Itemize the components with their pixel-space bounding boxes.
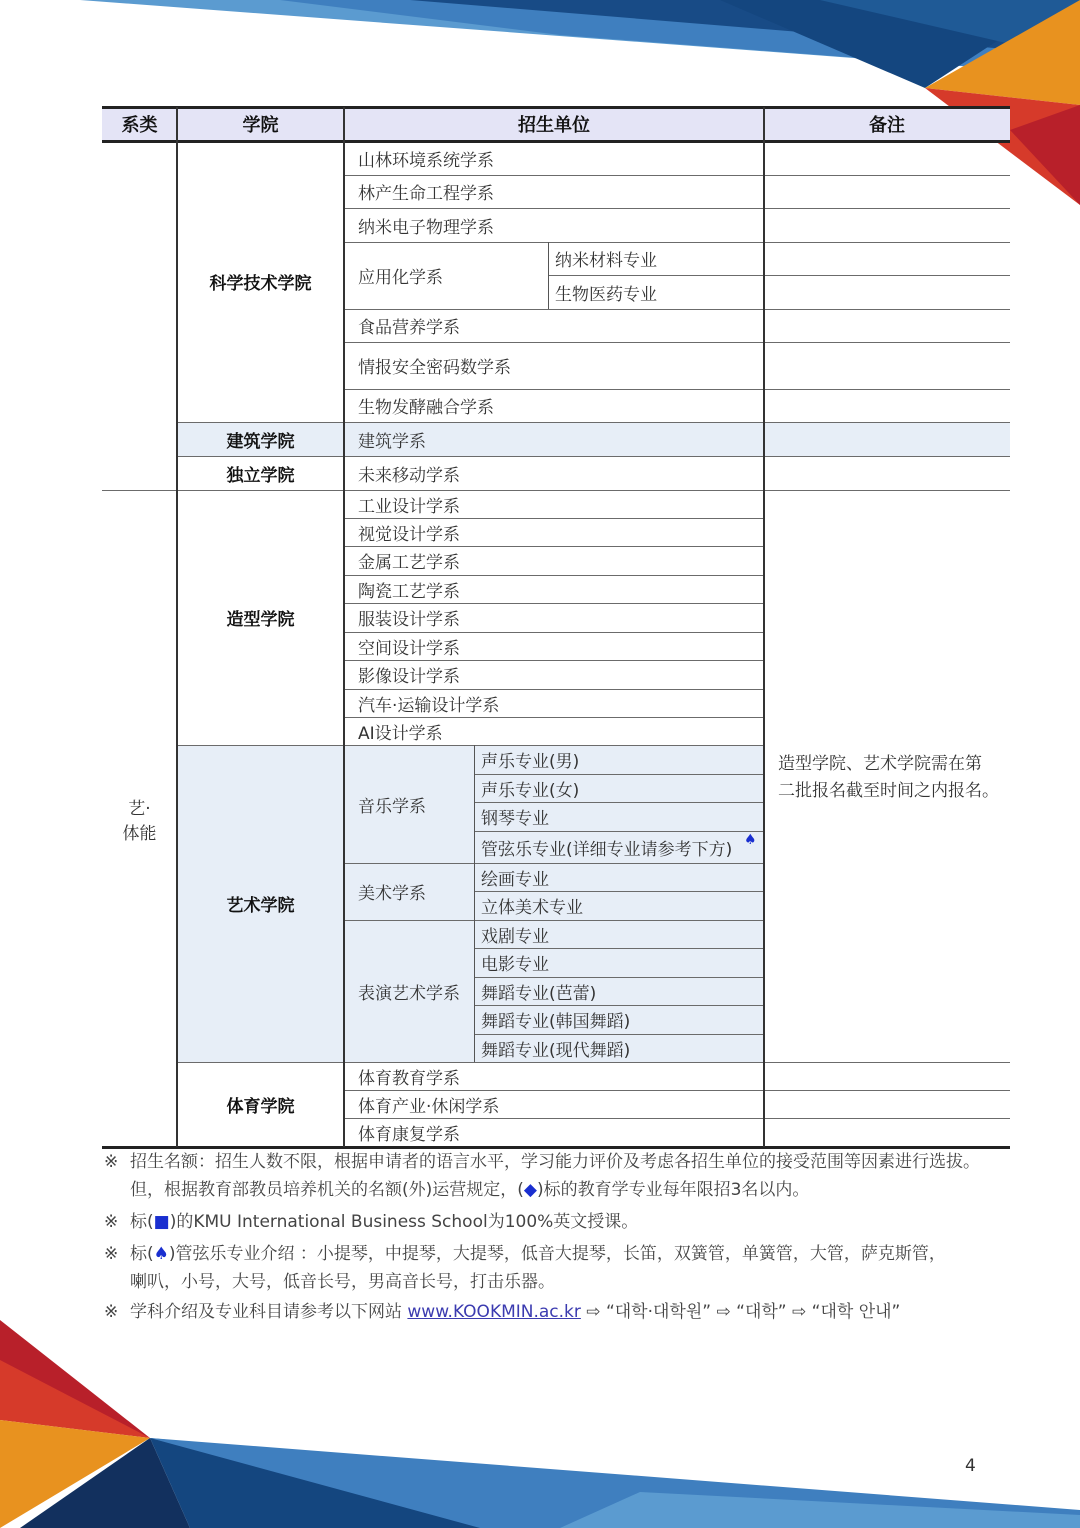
row-divider <box>344 1118 1010 1119</box>
remarks-line1: 造型学院、艺术学院需在第 <box>778 754 982 774</box>
major-item: 舞蹈专业(芭蕾) <box>481 983 597 1004</box>
department-item: 食品营养学系 <box>358 318 460 338</box>
row-divider <box>344 546 764 547</box>
note-text: 学科介绍及专业科目请参考以下网站 <box>130 1302 408 1322</box>
category-line1: 艺· <box>128 798 151 819</box>
note-text: 招生名额：招生人数不限，根据申请者的语言水平，学习能力评价及考虑各招生单位的接受范围等因素进行选拔。 <box>130 1152 980 1172</box>
row-divider <box>344 309 1010 310</box>
row-divider <box>344 689 764 690</box>
row-divider <box>344 389 1010 390</box>
note-text: 喇叭，小号，大号，低音长号，男高音长号，打击乐器。 <box>130 1272 555 1292</box>
department-fine-art: 美术学系 <box>358 884 426 904</box>
note-mark: ※ <box>104 1244 119 1264</box>
row-divider <box>475 774 764 775</box>
department-item: 体育教育学系 <box>358 1068 460 1089</box>
department-item: 未来移动学系 <box>358 465 460 486</box>
note-quota <box>104 1148 980 1176</box>
major-item: 声乐专业(男) <box>481 752 580 772</box>
major-item: 纳米材料专业 <box>555 251 657 271</box>
row-divider <box>475 891 764 892</box>
major-item: 生物医药专业 <box>555 284 657 305</box>
note-mark: ※ <box>104 1152 119 1172</box>
note-orchestra-line2 <box>104 1268 555 1296</box>
department-item: 情报安全密码数学系 <box>358 358 511 378</box>
col-divider <box>548 242 549 309</box>
department-item: 山林环境系统学系 <box>358 150 494 171</box>
department-item: 建筑学系 <box>358 431 426 452</box>
note-mark: ※ <box>104 1212 119 1232</box>
department-item: 体育产业·休闲学系 <box>358 1096 500 1117</box>
major-item: 绘画专业 <box>481 869 549 890</box>
category-line2: 体能 <box>122 823 157 844</box>
header-bottom-border <box>102 140 1010 143</box>
page-number: 4 <box>965 1456 976 1476</box>
note-text: )标的教育学专业每年限招3名以内。 <box>536 1180 810 1200</box>
row-divider <box>475 1034 764 1035</box>
college-science-technology: 科学技术学院 <box>209 274 312 294</box>
department-item: 生物发酵融合学系 <box>358 398 494 418</box>
row-divider <box>475 948 764 949</box>
department-item: 工业设计学系 <box>358 496 460 517</box>
department-item: 体育康复学系 <box>358 1125 460 1145</box>
note-mark: ※ <box>104 1302 119 1322</box>
col-divider <box>176 107 178 1147</box>
row-divider <box>177 1062 1010 1063</box>
college-sports: 体育学院 <box>226 1097 295 1117</box>
row-divider <box>475 831 764 832</box>
row-divider <box>177 745 764 746</box>
major-item: 立体美术专业 <box>481 898 583 918</box>
row-divider <box>344 632 764 633</box>
category-arts-sports <box>102 490 177 1147</box>
col-divider <box>474 745 475 1062</box>
department-item: 空间设计学系 <box>358 638 460 659</box>
row-divider <box>344 863 764 864</box>
department-item: 金属工艺学系 <box>358 553 460 573</box>
note-text: )的KMU International Business School为100%英文授课。 <box>169 1212 639 1232</box>
department-music: 音乐学系 <box>358 796 426 817</box>
square-marker-icon: ■ <box>153 1212 170 1232</box>
col-divider <box>343 107 345 1147</box>
major-item: 电影专业 <box>481 955 549 975</box>
major-item: 管弦乐专业(详细专业请参考下方) <box>481 839 733 860</box>
department-item: 应用化学系 <box>358 268 443 288</box>
department-item: 视觉设计学系 <box>358 524 460 545</box>
department-item: AI设计学系 <box>358 723 443 744</box>
row-divider <box>344 575 764 576</box>
college-arts: 艺术学院 <box>226 896 295 916</box>
row-divider <box>344 660 764 661</box>
diamond-marker-icon: ◆ <box>523 1180 537 1200</box>
department-item: 服装设计学系 <box>358 610 460 630</box>
row-divider <box>475 802 764 803</box>
remarks-line2: 二批报名截至时间之内报名。 <box>778 781 999 801</box>
row-divider <box>344 342 1010 343</box>
row-divider <box>344 208 1010 209</box>
table-top-border <box>102 106 1010 109</box>
note-quota-line2 <box>104 1176 809 1204</box>
note-text: 但，根据教育部教员培养机关的名额(外)运营规定，( <box>130 1180 524 1200</box>
row-divider <box>475 977 764 978</box>
spade-marker-icon: ♠ <box>153 1244 169 1264</box>
row-divider <box>344 603 764 604</box>
row-divider <box>475 1005 764 1006</box>
note-website <box>104 1298 900 1326</box>
college-design: 造型学院 <box>226 610 295 630</box>
header-unit: 招生单位 <box>344 107 764 141</box>
note-text: ⇨ “대학·대학원” ⇨ “대학” ⇨ “대학 안내” <box>580 1302 901 1322</box>
major-item: 舞蹈专业(韩国舞蹈) <box>481 1012 631 1032</box>
row-divider <box>177 456 1010 457</box>
department-performing-arts: 表演艺术学系 <box>358 983 460 1004</box>
row-divider <box>344 717 764 718</box>
note-english <box>104 1208 638 1236</box>
row-divider <box>344 920 764 921</box>
kookmin-website-link[interactable]: www.KOOKMIN.ac.kr <box>407 1302 581 1322</box>
row-divider <box>344 175 1010 176</box>
college-architecture: 建筑学院 <box>226 431 295 452</box>
remarks-arts-design <box>764 745 1010 811</box>
note-text: 标( <box>130 1244 154 1264</box>
header-remarks: 备注 <box>764 107 1010 141</box>
section-divider <box>102 490 1010 491</box>
row-divider <box>549 275 1010 276</box>
note-text: 标( <box>130 1212 154 1232</box>
department-item: 纳米电子物理学系 <box>358 217 494 238</box>
header-college: 学院 <box>177 107 344 141</box>
note-orchestra <box>104 1240 946 1268</box>
department-item: 陶瓷工艺学系 <box>358 581 460 602</box>
spade-marker-icon: ♠ <box>744 832 757 848</box>
college-independent: 独立学院 <box>226 465 295 486</box>
major-item: 舞蹈专业(现代舞蹈) <box>481 1040 631 1061</box>
department-item: 汽车·运输设计学系 <box>358 695 500 716</box>
header-category: 系类 <box>102 107 177 141</box>
major-item: 戏剧专业 <box>481 926 549 947</box>
row-divider <box>344 1090 1010 1091</box>
note-text: )管弦乐专业介绍 ：小提琴，中提琴，大提琴，低音大提琴，长笛，双簧管，单簧管，大管，萨克斯管， <box>168 1244 946 1264</box>
major-item: 声乐专业(女) <box>481 780 580 801</box>
department-item: 影像设计学系 <box>358 667 460 687</box>
major-item: 钢琴专业 <box>481 809 549 829</box>
row-divider <box>344 518 764 519</box>
col-divider <box>763 107 765 1147</box>
row-divider <box>177 422 1010 423</box>
department-item: 林产生命工程学系 <box>358 184 494 204</box>
row-divider <box>344 242 1010 243</box>
